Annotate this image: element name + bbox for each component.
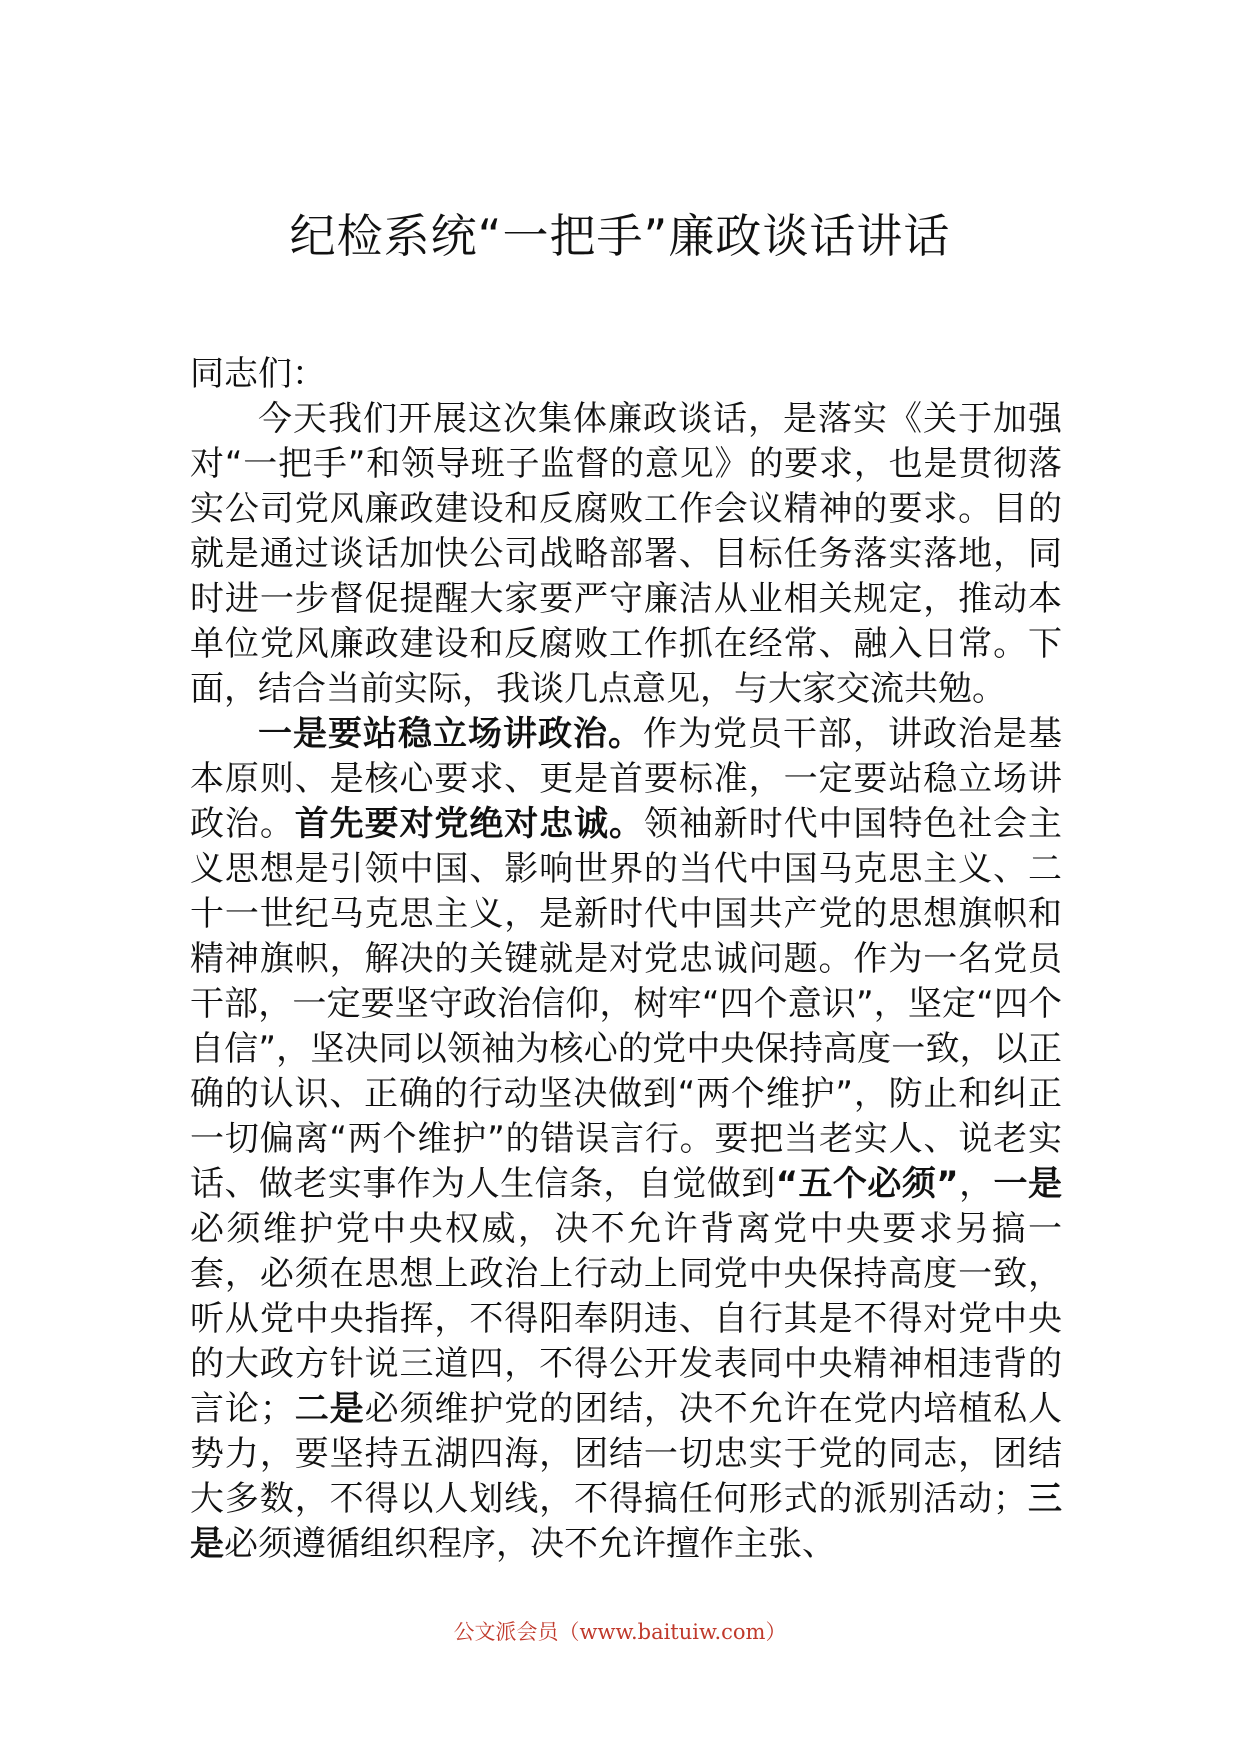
item-text: 必须维护党中央权威，决不允许背离党中央要求另搞一套，必须在思想上政治上行动上同党中央保持高度一致，听从党中央指挥，不得阳奉阴违、自行其是不得对党中央的大政方针说三道四，不得公开发表同中央精神相违背的言论； bbox=[190, 1209, 1062, 1429]
item-text: 必须维护党的团结，决不允许在党内培植私人势力，要坚持五湖四海，团结一切忠实于党的同志，团结大多数，不得以人划线，不得搞任何形式的派别活动； bbox=[190, 1389, 1063, 1519]
footer-watermark: 公文派会员（www.baituiw.com） bbox=[453, 1620, 787, 1644]
paragraph-text: 领袖新时代中国特色社会主义思想是引领中国、影响世界的当代中国马克思主义、二十一世纪马克思主义，是新时代中国共产党的思想旗帜和精神旗帜，解决的关键就是对党忠诚问题。作为一名党员干部，一定要坚守政治信仰，树牢“四个意识”，坚定“四个自信”，坚决同以领袖为核心的党中央保持高度一致，以正确的认识、正确的行动坚决做到“两个维护”，防止和纠正一切偏离“两个维护”的错误言行。要把当老实人、说老实话、做老实事作为人生信条，自觉做到 bbox=[190, 804, 1063, 1204]
item-label: 三是 bbox=[190, 1479, 1063, 1564]
paragraph-text: 作为党员干部，讲政治是基本原则、是核心要求、更是首要标准，一定要站稳立场讲政治。 bbox=[190, 714, 1062, 844]
section-heading: 一是要站稳立场讲政治。 bbox=[258, 714, 643, 754]
paragraph-politics bbox=[190, 712, 1062, 1567]
paragraph-intro: 今天我们开展这次集体廉政谈话，是落实《关于加强对“一把手”和领导班子监督的意见》的要求，也是贯彻落实公司党风廉政建设和反腐败工作会议精神的要求。目的就是通过谈话加快公司战略部署、目标任务落实落地，同时进一步督促提醒大家要严守廉洁从业相关规定，推动本单位党风廉政建设和反腐败工作抓在经常、融入日常。下面，结合当前实际，我谈几点意见，与大家交流共勉。 bbox=[190, 399, 1062, 709]
item-label: 二是 bbox=[293, 1389, 365, 1429]
greeting: 同志们： bbox=[190, 354, 326, 394]
item-text: 必须遵循组织程序，决不允许擅作主张、 bbox=[224, 1524, 836, 1564]
item-label: 一是 bbox=[993, 1164, 1062, 1204]
separator: ， bbox=[958, 1164, 994, 1204]
document-body bbox=[190, 352, 1062, 1567]
document-title: 纪检系统“一把手”廉政谈话讲话 bbox=[289, 209, 951, 263]
five-musts-heading: “五个必须” bbox=[775, 1164, 959, 1204]
subsection-heading: 首先要对党绝对忠诚。 bbox=[294, 804, 644, 844]
